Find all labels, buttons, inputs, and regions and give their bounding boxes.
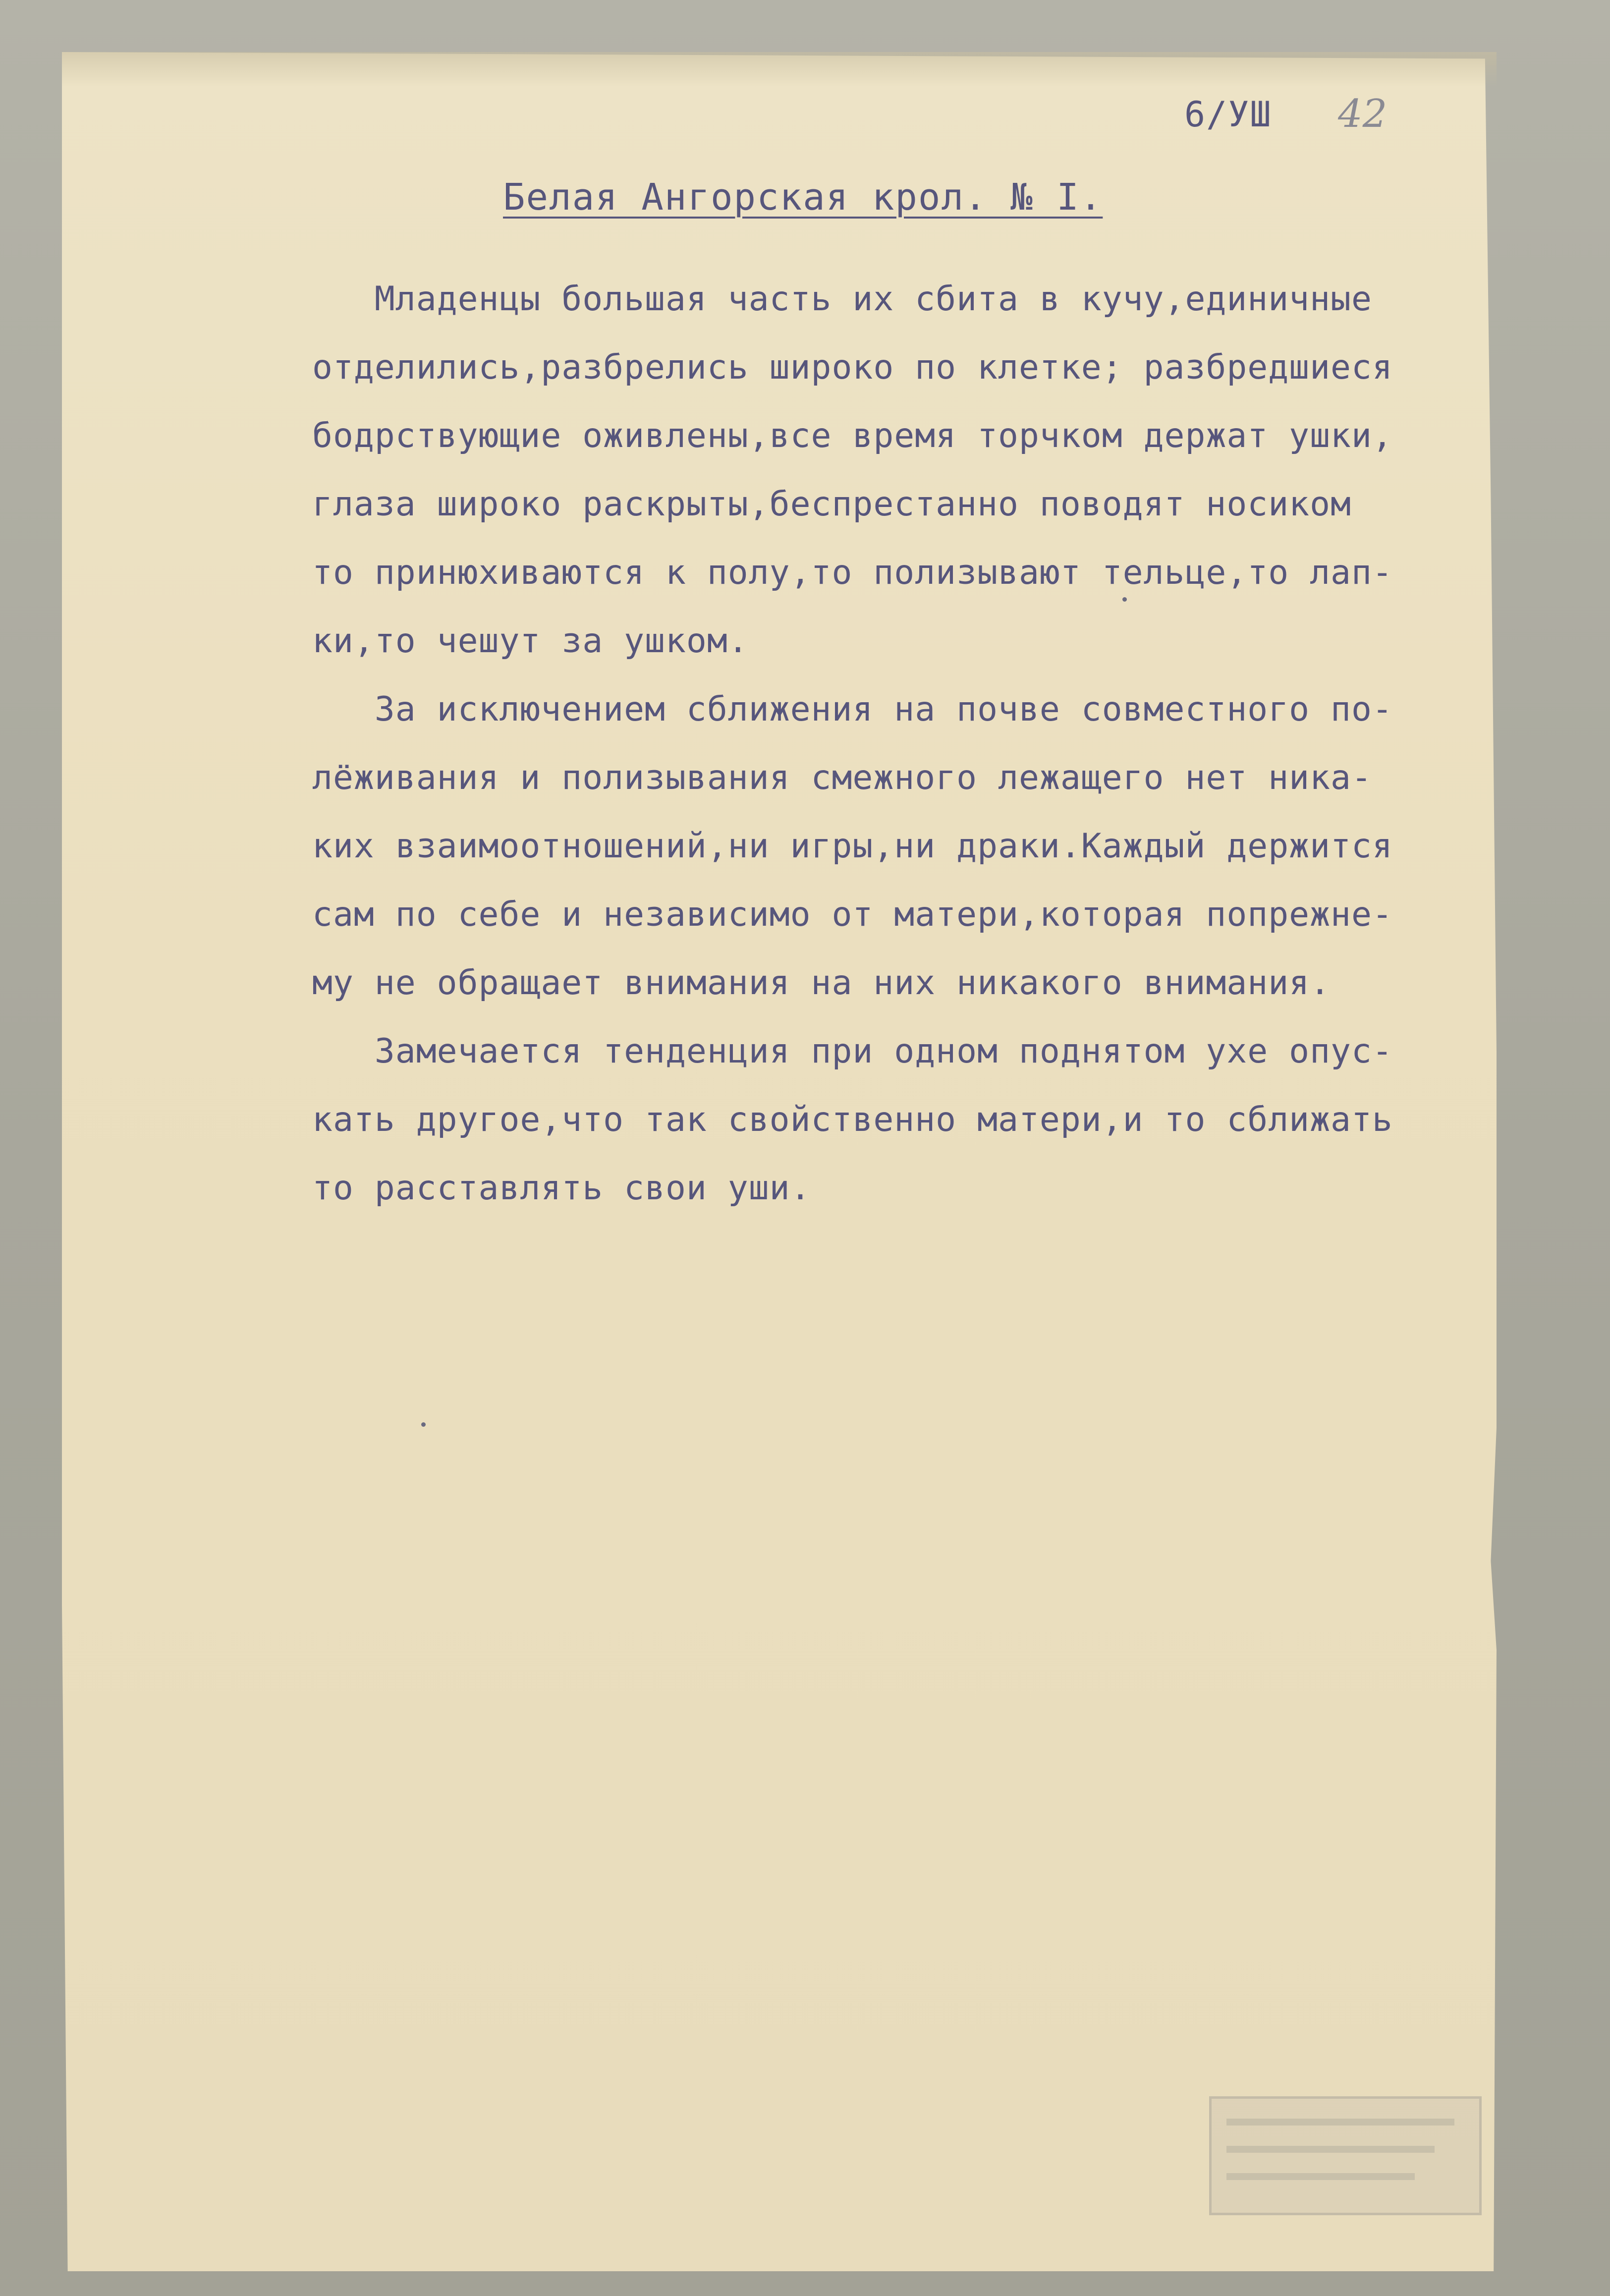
text-line: ки,то чешут за ушком. [312, 621, 749, 661]
document-title: Белая Ангорская крол. № I. [503, 176, 1103, 219]
text-line: сам по себе и независимо от матери,которая попрежне- [312, 895, 1393, 934]
paragraph-2 [312, 675, 1467, 1017]
ink-speck [421, 1422, 426, 1427]
paragraph-3 [312, 1017, 1467, 1223]
text-line: кать другое,что так свойственно матери,и то сближать [312, 1100, 1393, 1139]
ink-speck [1122, 597, 1127, 602]
text-line: лёживания и полизывания смежного лежащего нет никa- [312, 758, 1372, 797]
document-body [312, 265, 1467, 1223]
text-line: му не обращает внимания на них никакого внимания. [312, 963, 1331, 1003]
text-line: глаза широко раскрыты,беспрестанно поводят носиком [312, 485, 1351, 524]
text-line: то принюхиваются к полу,то полизывают тельце,то лап- [312, 553, 1393, 592]
page-number: 6/УШ [1184, 94, 1272, 135]
text-line: бодрствующие оживлены,все время торчком держат ушки, [312, 416, 1393, 455]
folio-number: 42 [1338, 92, 1388, 136]
text-line: Замечается тенденция при одном поднятом ухе опус- [312, 1032, 1393, 1071]
archive-stamp [1209, 2096, 1482, 2215]
paragraph-1 [312, 265, 1467, 675]
text-line: то расставлять свои уши. [312, 1169, 811, 1208]
text-line: За исключением сближения на почве совместного по- [312, 690, 1393, 729]
text-line: отделились,разбрелись широко по клетке; разбредшиеся [312, 348, 1393, 387]
text-line: ких взаимоотношений,ни игры,ни драки.Каждый держится [312, 827, 1393, 866]
text-line: Младенцы большая часть их сбита в кучу,единичные [312, 280, 1372, 319]
paper-top-edge [62, 52, 1497, 87]
